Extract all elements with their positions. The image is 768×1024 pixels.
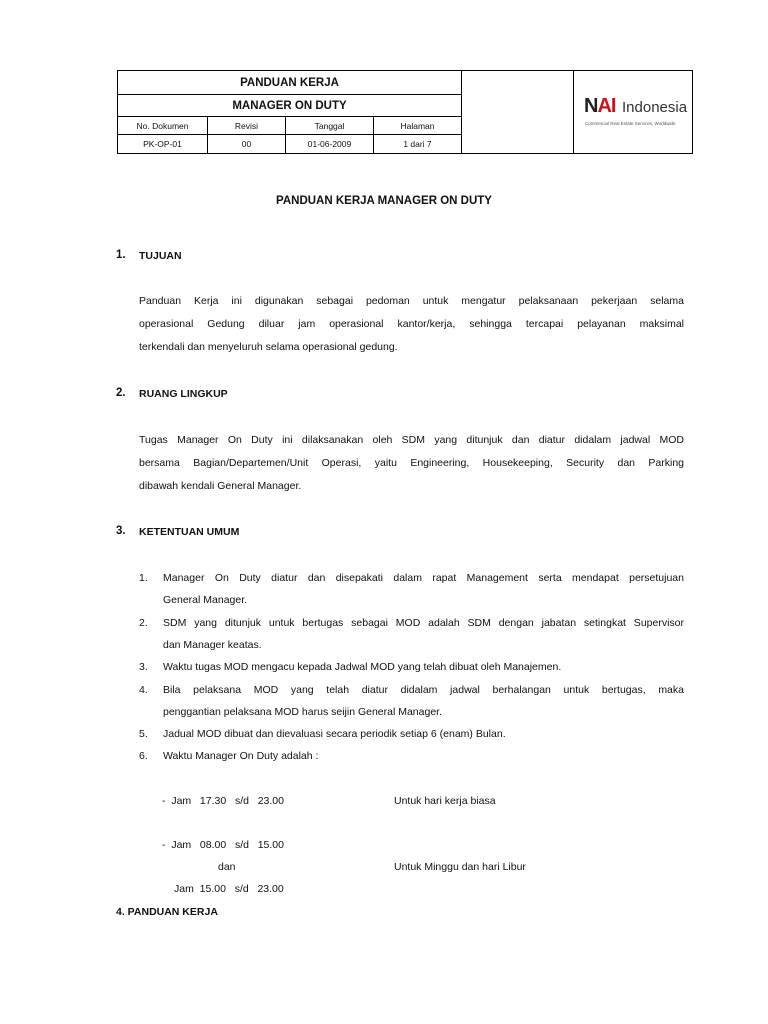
header-empty-cell <box>461 71 574 153</box>
paragraph-line: operasional Gedung diluar jam operasional kantor/kerja, sehingga tercapai pelayanan maksimal <box>139 318 684 330</box>
label-revisi: Revisi <box>208 117 286 134</box>
paragraph-line: Panduan Kerja ini digunakan sebagai pedoman untuk mengatur pelaksanaan pekerjaan selama <box>139 295 684 307</box>
label-tanggal: Tanggal <box>286 117 374 134</box>
list-item-2: SDM yang ditunjuk untuk bertugas sebagai MOD adalah SDM dengan jabatan setingkat Supervisor dan Manager keatas. <box>163 617 684 651</box>
paragraph-line: terkendali dan menyeluruh selama operasional gedung. <box>139 341 398 353</box>
document-title: PANDUAN KERJA MANAGER ON DUTY <box>276 195 492 207</box>
logo-wordmark: Indonesia <box>622 99 688 116</box>
header-value-row <box>118 135 461 153</box>
section-2-number: 2. <box>116 387 126 399</box>
section-1-heading: TUJUAN <box>139 250 182 262</box>
schedule-holiday-time-2: Jam 15.00 s/d 23.00 <box>174 883 284 895</box>
list-item-6: Waktu Manager On Duty adalah : <box>163 750 319 762</box>
list-item-4: Bila pelaksana MOD yang telah diatur didalam jadwal berhalangan untuk bertugas, maka penggantian pelaksana MOD harus seijin General Manager. <box>163 684 684 718</box>
value-halaman: 1 dari 7 <box>403 139 432 149</box>
header-info-block <box>118 71 462 153</box>
header-label-row <box>118 117 461 135</box>
schedule-weekday-time: - Jam 17.30 s/d 23.00 <box>162 795 284 807</box>
section-2-heading: RUANG LINGKUP <box>139 388 228 400</box>
schedule-weekday-desc: Untuk hari kerja biasa <box>394 795 496 807</box>
paragraph-line: bersama Bagian/Departemen/Unit Operasi, yaitu Engineering, Housekeeping, Security dan Parking <box>139 457 684 469</box>
section-2-paragraph <box>139 429 684 498</box>
header-subtitle: MANAGER ON DUTY <box>118 95 461 117</box>
document-header-table <box>117 70 693 154</box>
section-4-heading: 4. PANDUAN KERJA <box>116 906 218 918</box>
section-1-paragraph <box>139 290 684 359</box>
logo-mark: NAI <box>584 95 616 117</box>
list-item-3-number: 3. <box>139 661 148 673</box>
list-item-6-number: 6. <box>139 750 148 762</box>
list-item-3: Waktu tugas MOD mengacu kepada Jadwal MOD yang telah dibuat oleh Manajemen. <box>163 661 562 673</box>
list-item-5: Jadual MOD dibuat dan dievaluasi secara periodik setiap 6 (enam) Bulan. <box>163 728 506 740</box>
paragraph-line: dibawah kendali General Manager. <box>139 480 302 492</box>
header-title: PANDUAN KERJA <box>118 71 461 95</box>
section-3-heading: KETENTUAN UMUM <box>139 526 240 538</box>
list-item-2-number: 2. <box>139 617 148 629</box>
list-item-1: Manager On Duty diatur dan disepakati dalam rapat Management serta mendapat persetujuan General Manager. <box>163 572 684 606</box>
schedule-holiday-time-1: - Jam 08.00 s/d 15.00 <box>162 839 284 851</box>
value-tanggal: 01-06-2009 <box>286 135 374 153</box>
label-halaman: Halaman <box>400 121 435 131</box>
label-no-dokumen: No. Dokumen <box>118 117 208 134</box>
paragraph-line: Tugas Manager On Duty ini dilaksanakan oleh SDM yang ditunjuk dan diatur didalam jadwal MOD <box>139 434 684 446</box>
list-item-1-number: 1. <box>139 572 148 584</box>
section-1-number: 1. <box>116 249 126 261</box>
company-logo <box>574 71 692 153</box>
value-revisi: 00 <box>208 135 286 153</box>
list-item-4-number: 4. <box>139 684 148 696</box>
value-no-dokumen: PK-OP-01 <box>118 135 208 153</box>
schedule-and: dan <box>218 861 236 873</box>
list-item-5-number: 5. <box>139 728 148 740</box>
schedule-holiday-desc: Untuk Minggu dan hari Libur <box>394 861 526 873</box>
section-3-number: 3. <box>116 525 126 537</box>
logo-tagline: Commercial Real Estate Services, Worldwide <box>585 121 676 126</box>
